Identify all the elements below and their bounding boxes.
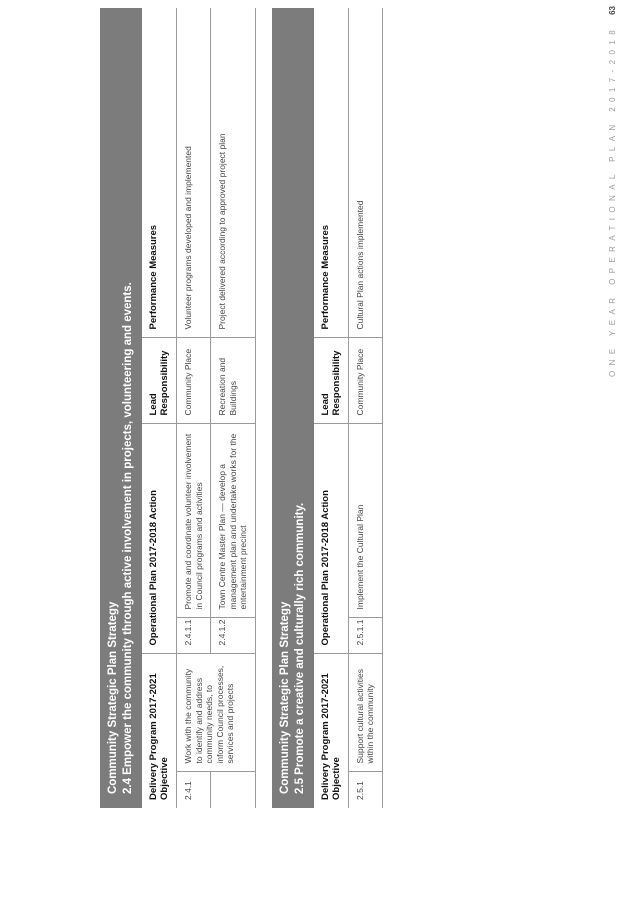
objective-code: 2.5.1: [348, 772, 382, 808]
strategy-title: 2.5 Promote a creative and culturally rich community.: [293, 502, 306, 794]
action-code: 2.4.1.1: [177, 618, 211, 654]
lead-responsibility: Community Place: [177, 338, 211, 424]
objective-text: Work with the community to identify and address community needs, to inform Council processes, services and projects: [177, 654, 256, 772]
strategy-band: [100, 8, 142, 808]
header-action: Operational Plan 2017-2018 Action: [142, 424, 177, 654]
header-objective: Delivery Program 2017-2021 Objective: [314, 654, 349, 808]
header-lead: Lead Responsibility: [314, 338, 349, 424]
strategy-table: [314, 8, 383, 808]
page-footer: [608, 6, 622, 902]
objective-code: [211, 772, 256, 808]
action-text: Promote and coordinate volunteer involvement in Council programs and activities: [177, 424, 211, 618]
performance-measure: Cultural Plan actions implemented: [348, 8, 382, 338]
strategy-table: [142, 8, 256, 808]
lead-responsibility: Recreation and Buildings: [211, 338, 256, 424]
strategy-label: Community Strategic Plan Strategy: [278, 601, 291, 794]
performance-measure: Project delivered according to approved project plan: [211, 8, 256, 338]
objective-code: 2.4.1: [177, 772, 211, 808]
page-number: 63: [608, 6, 617, 15]
header-action: Operational Plan 2017-2018 Action: [314, 424, 349, 654]
lead-responsibility: Community Place: [348, 338, 382, 424]
section-gap: [256, 8, 272, 808]
header-lead: Lead Responsibility: [142, 338, 177, 424]
strategy-title: 2.4 Empower the community through active involvement in projects, volunteering and events.: [122, 282, 134, 794]
action-text: Town Centre Master Plan — develop a management plan and undertake works for the entertainment precinct: [211, 424, 256, 618]
strategy-band: [272, 8, 314, 808]
rotated-page: [100, 8, 400, 808]
table-header-row: [314, 8, 349, 808]
footer-title: ONE YEAR OPERATIONAL PLAN 2017-2018: [608, 24, 617, 377]
strategy-section-2-4: [100, 8, 256, 808]
header-objective: Delivery Program 2017-2021 Objective: [142, 654, 177, 808]
header-measures: Performance Measures: [142, 8, 177, 338]
action-code: 2.4.1.2: [211, 618, 256, 654]
strategy-section-2-5: [272, 8, 383, 808]
table-header-row: [142, 8, 177, 808]
table-row: [348, 8, 382, 808]
action-text: Implement the Cultural Plan: [348, 424, 382, 618]
table-row: [177, 8, 211, 808]
action-code: 2.5.1.1: [348, 618, 382, 654]
objective-text: Support cultural activities within the community: [348, 654, 382, 772]
header-measures: Performance Measures: [314, 8, 349, 338]
strategy-label: Community Strategic Plan Strategy: [107, 601, 119, 794]
performance-measure: Volunteer programs developed and implemented: [177, 8, 211, 338]
